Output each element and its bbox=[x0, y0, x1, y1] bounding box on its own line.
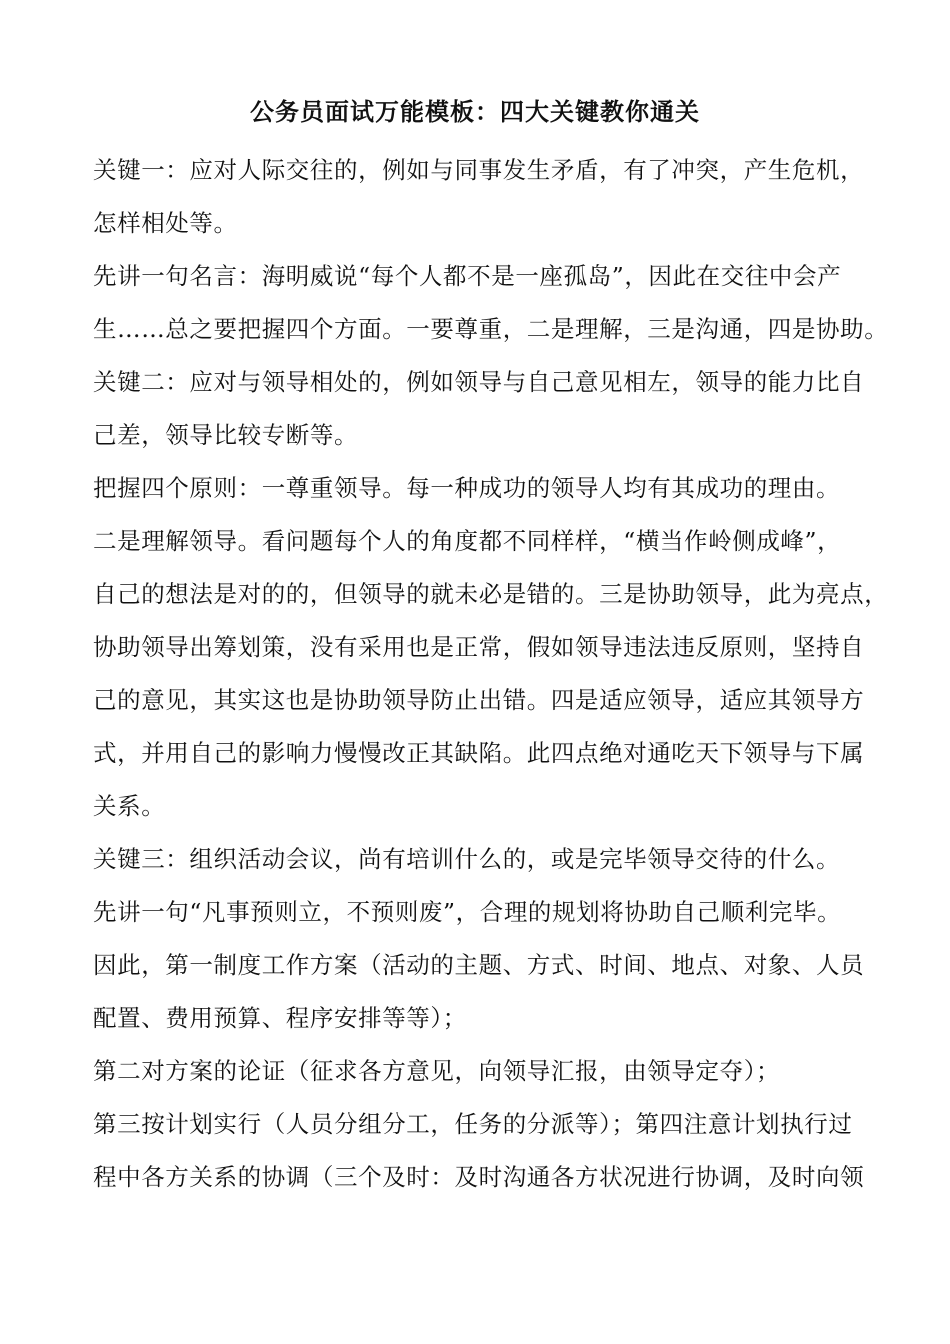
text-line: 己差，领导比较专断等。 bbox=[93, 421, 359, 449]
text-line: 关系。 bbox=[93, 792, 166, 820]
text-line: 己的意见，其实这也是协助领导防止出错。四是适应领导，适应其领导方 bbox=[93, 686, 865, 714]
text-line: 式，并用自己的影响力慢慢改正其缺陷。此四点绝对通吃天下领导与下属 bbox=[93, 739, 865, 767]
text-line: 先讲一句名言：海明威说“每个人都不是一座孤岛”，因此在交往中会产 bbox=[93, 262, 842, 290]
text-line: 配置、费用预算、程序安排等等）； bbox=[93, 1004, 467, 1032]
text-line: 第三按计划实行（人员分组分工，任务的分派等）；第四注意计划执行过 bbox=[93, 1110, 853, 1138]
document-body bbox=[93, 144, 889, 1204]
text-line: 自己的想法是对的的，但领导的就未必是错的。三是协助领导，此为亮点， bbox=[93, 580, 889, 608]
text-line: 把握四个原则：一尊重领导。每一种成功的领导人均有其成功的理由。 bbox=[93, 474, 841, 502]
text-line: 二是理解领导。看问题每个人的角度都不同样样，“横当作岭侧成峰”， bbox=[93, 527, 842, 555]
text-line: 程中各方关系的协调（三个及时：及时沟通各方状况进行协调，及时向领 bbox=[93, 1163, 865, 1191]
text-line: 生……总之要把握四个方面。一要尊重，二是理解，三是沟通，四是协助。 bbox=[93, 315, 889, 343]
text-line: 关键一：应对人际交往的，例如与同事发生矛盾，有了冲突，产生危机， bbox=[93, 156, 865, 184]
text-line: 关键二：应对与领导相处的，例如领导与自己意见相左，领导的能力比自 bbox=[93, 368, 865, 396]
text-line: 第二对方案的论证（征求各方意见，向领导汇报，由领导定夺）； bbox=[93, 1057, 781, 1085]
text-line: 协助领导出筹划策，没有采用也是正常，假如领导违法违反原则，坚持自 bbox=[93, 633, 865, 661]
text-line: 因此，第一制度工作方案（活动的主题、方式、时间、地点、对象、人员 bbox=[93, 951, 865, 979]
text-line: 关键三：组织活动会议，尚有培训什么的，或是完毕领导交待的什么。 bbox=[93, 845, 841, 873]
text-line: 怎样相处等。 bbox=[93, 209, 238, 237]
document-title: 公务员面试万能模板：四大关键教你通关 bbox=[250, 97, 700, 126]
text-line: 先讲一句“凡事预则立，不预则废”，合理的规划将协助自己顺利完毕。 bbox=[93, 898, 842, 926]
